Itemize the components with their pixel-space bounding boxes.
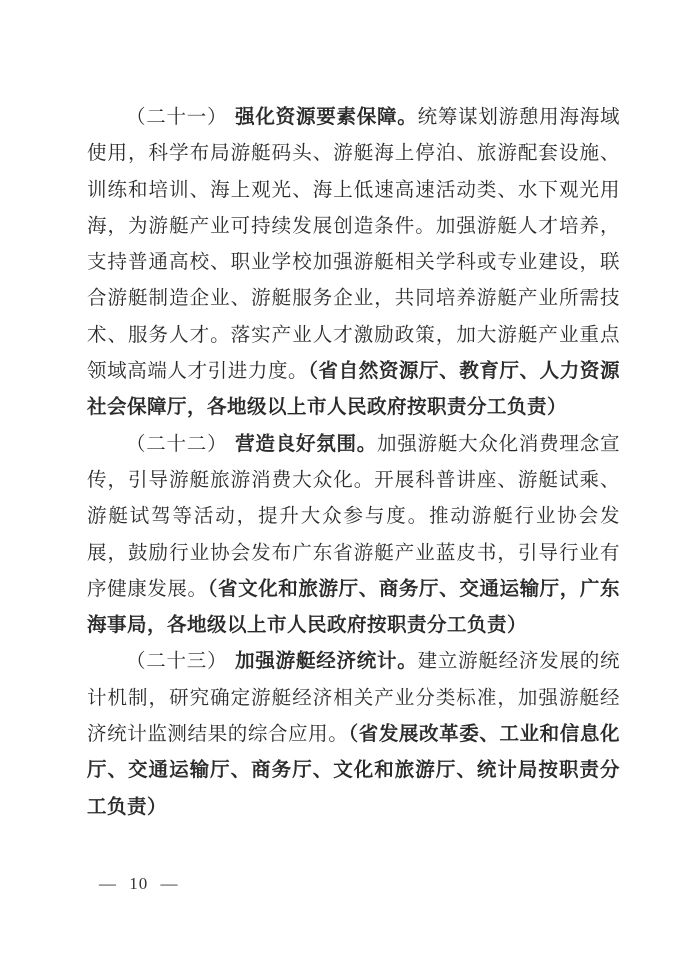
- clause-number: （二十三）: [126, 651, 228, 673]
- policy-clause-22: [87, 427, 620, 645]
- clause-body: 统筹谋划游憩用海海域使用，科学布局游艇码头、游艇海上停泊、旅游配套设施、训练和培训、海上观光、海上低速高速活动类、水下观光用海，为游艇产业可持续发展创造条件。加强游艇人才培养，支持普通高校、职业学校加强游艇相关学科或专业建设，联合游艇制造企业、游艇服务企业，共同培养游艇产业所需技术、服务人才。落实产业人才激励政策，加大游艇产业重点领域高端人才引进力度。: [87, 107, 620, 383]
- clause-number: （二十一）: [126, 107, 228, 128]
- clause-title: 强化资源要素保障。: [235, 107, 418, 128]
- clause-title: 营造良好氛围。: [235, 433, 378, 455]
- clause-responsibility: （省自然资源厅、教育厅、人力资源社会保障厅，各地级以上市人民政府按职责分工负责）: [87, 361, 620, 419]
- policy-clause-23: [87, 644, 620, 825]
- clause-responsibility: （省发展改革委、工业和信息化厅、交通运输厅、商务厅、文化和旅游厅、统计局按职责分工负责）: [87, 724, 620, 818]
- page-number: — 10 —: [99, 874, 179, 893]
- clause-responsibility: （省文化和旅游厅、商务厅、交通运输厅，广东海事局，各地级以上市人民政府按职责分工负责）: [87, 578, 620, 637]
- clause-title: 加强游艇经济统计。: [235, 651, 418, 673]
- clause-body: 建立游艇经济发展的统计机制，研究确定游艇经济相关产业分类标准，加强游艇经济统计监测结果的综合应用。: [87, 651, 620, 746]
- policy-clause-21: [87, 100, 620, 427]
- clause-number: （二十二）: [126, 433, 228, 455]
- clause-body: 加强游艇大众化消费理念宣传，引导游艇旅游消费大众化。开展科普讲座、游艇试乘、游艇试驾等活动，提升大众参与度。推动游艇行业协会发展，鼓励行业协会发布广东省游艇产业蓝皮书，引导行业有序健康发展。: [87, 433, 620, 600]
- document-content: [87, 100, 620, 826]
